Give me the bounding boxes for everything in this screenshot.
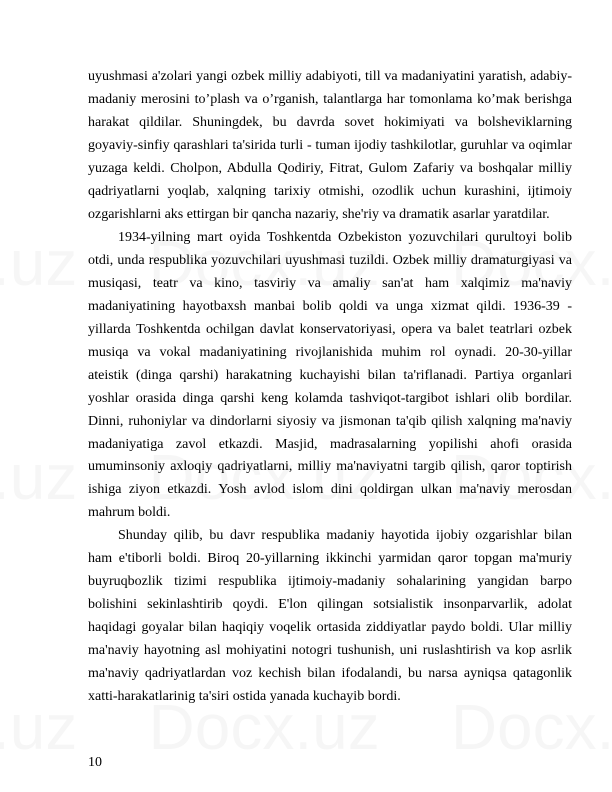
text-line: mahrum boldi. — [88, 505, 171, 521]
text-line: ma'naviy hayotning asl mohiyatini notogri tushunish, uni ruslashtirish va kop asrlik — [88, 643, 572, 659]
text-line: ham e'tiborli boldi. Biroq 20-yillarning ikkinchi yarmidan qaror topgan ma'muriy — [88, 551, 572, 567]
text-line: yuzaga keldi. Cholpon, Abdulla Qodiriy, Fitrat, Gulom Zafariy va boshqalar milliy — [88, 160, 572, 176]
text-line: haqidagi goyalar bilan haqiqiy voqelik ortasida ziddiyatlar paydo boldi. Ular milliy — [88, 620, 572, 636]
text-line: buyruqbozlik tizimi respublika ijtimoiy-madaniy sohalarining yangidan barpo — [88, 574, 572, 590]
text-line: 1934-yilning mart oyida Toshkentda Ozbekiston yozuvchilari qurultoyi bolib — [118, 229, 572, 245]
text-line: umuminsoniy axloqiy qadriyatlarni, milliy ma'naviyatni targib qilish, qaror toptirish — [88, 459, 572, 475]
text-line: yoshlar orasida dinga qarshi keng kolamda tashviqot-targibot ishlari olib bordilar. — [88, 390, 572, 406]
text-line: musiqa va vokal madaniyatining rivojlanishida muhim rol oynadi. 20-30-yillar — [88, 344, 572, 360]
paragraph — [88, 525, 572, 709]
text-line: qadriyatlarni yoqlab, xalqning tarixiy otmishi, ozodlik uchun kurashini, ijtimoiy — [88, 183, 572, 199]
document-body — [88, 66, 572, 709]
text-line: goyaviy-sinfiy qarashlari ta'sirida turli - tuman ijodiy tashkilotlar, guruhlar va oqimlar — [88, 137, 572, 153]
text-line: otdi, unda respublika yozuvchilari uyushmasi tuzildi. Ozbek milliy dramaturgiyasi va — [88, 252, 572, 268]
text-line: bolishini sekinlashtirib qoydi. E'lon qilingan sotsialistik insonparvarlik, adolat — [88, 597, 572, 613]
text-line: madaniy merosini to’plash va o’rganish, talantlarga har tomonlama ko’mak berishga — [88, 91, 572, 107]
text-line: musiqasi, teatr va kino, tasviriy va amaliy san'at ham xalqimiz ma'naviy — [88, 275, 572, 291]
paragraph — [88, 227, 572, 526]
text-line: harakat qildilar. Shuningdek, bu davrda sovet hokimiyati va bolsheviklarning — [88, 114, 572, 130]
text-line: yillarda Toshkentda ochilgan davlat konservatoriyasi, opera va balet teatrlari ozbek — [88, 321, 572, 337]
text-line: uyushmasi a'zolari yangi ozbek milliy adabiyoti, till va madaniyatini yaratish, adabiy- — [88, 69, 572, 84]
text-line: madaniyatiga zavol etkazdi. Masjid, madrasalarning yopilishi ahofi orasida — [88, 436, 572, 452]
text-line: xatti-harakatlarinig ta'siri ostida yanada kuchayib bordi. — [88, 689, 401, 705]
paragraph — [88, 66, 572, 227]
page-number: 10 — [88, 755, 102, 770]
text-line: ishiga ziyon etkazdi. Yosh avlod islom dini qoldirgan ulkan ma'naviy merosdan — [88, 482, 572, 498]
text-line: ozgarishlarni aks ettirgan bir qancha nazariy, she'riy va dramatik asarlar yaratdilar. — [88, 206, 550, 222]
text-line: ma'naviy qadriyatlardan voz kechish bilan ifodalandi, bu narsa ayniqsa qatagonlik — [88, 666, 572, 682]
text-line: madaniyatining hayotbaxsh manbai bolib qoldi va unga xizmat qildi. 1936-39 - — [88, 298, 572, 314]
text-line: ateistik (dinga qarshi) harakatning kuchayishi bilan ta'riflanadi. Partiya organlari — [88, 367, 572, 383]
text-line: Dinni, ruhoniylar va dindorlarni siyosiy va jismonan ta'qib qilish xalqning ma'naviy — [88, 413, 572, 429]
text-line: Shunday qilib, bu davr respublika madaniy hayotida ijobiy ozgarishlar bilan — [118, 528, 572, 544]
